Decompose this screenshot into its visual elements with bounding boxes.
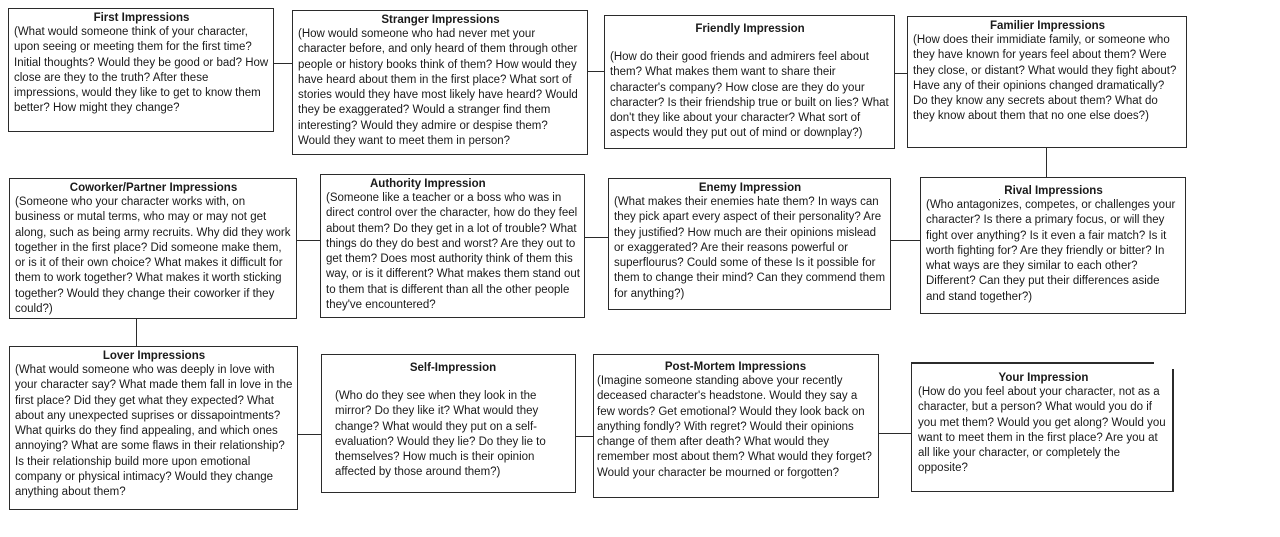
box-enemy-impression [608,178,891,310]
box-friendly-impression [604,15,895,149]
box-title: Lover Impressions [102,350,206,362]
your-box-top-edge [911,362,1154,364]
box-title: Stranger Impressions [381,14,500,26]
box-body: (How would someone who had never met your character before, and only heard of them through other people or history books think of them? How would they have heard about them in the first place? What sort of stories would they have most likely have heard? Would they be exaggerated? Would a stranger find them interesting? Would they admire or despise them? Would they want to meet them in person? [298,28,578,148]
box-title: Authority Impression [370,178,486,190]
box-body: (How do their good friends and admirers feel about them? What makes them want to share their character's company? How close are they do your character? Is their friendship true or built on lies? What don't they like about your character? What sort of aspects would they put out of mind or downplay?) [610,51,889,140]
connector-rival-enemy [890,240,920,241]
your-box-right-edge [1172,369,1174,492]
box-body: (Who do they see when they look in the mirror? Do they like it? What would they change? What would they put on a self-evaluation? Would they lie? Do they lie to themselves? How much is their opinion affected by those around them?) [335,390,546,479]
box-body: (What makes their enemies hate them? In ways can they pick apart every aspect of their personality? Are they justified? How much are their opinions mislead or exaggerated? Are their reasons powerful or superflourus? Could some of these Is it possible for them to change their mind? Can they commend them for anything?) [614,196,886,300]
box-body: (What would someone who was deeply in love with your character say? What made them fall in love in the first place? Did they get what they expected? What about any unexpected suprises or dissapointments? What quirks do they find appealing, and which ones annoying? What are some flaws in their relationship? Is their relationship build more upon emotional company or physical intimacy? Would they change anything about them? [15,364,293,499]
box-title: Coworker/Partner Impressions [69,182,238,194]
box-body: (Someone who your character works with, on business or mutal terms, who may or may not get along, such as being army recruits. Why did they work together in the first place? Did someone make them, or is it of their own choice? What makes it difficult for them to work together? What makes it worth sticking together? Would they change their coworker if they could?) [15,196,291,316]
box-title: Rival Impressions [1004,185,1103,197]
box-self-impression [321,354,576,493]
box-title: First Impressions [93,12,190,24]
connector-self-postmortem [575,436,594,437]
connector-lover-self [297,434,322,435]
box-first-impressions [8,8,274,132]
box-body: (How do you feel about your character, not as a character, but a person? What would you do if you met them? Would you get along? Would you want to meet them in the first place? Are you at all like your character, or completely the opposite? [918,386,1166,475]
connector-familiar-rival [1046,147,1047,177]
box-title: Enemy Impression [698,182,802,194]
box-title: Self-Impression [409,362,497,374]
connector-first-stranger [273,63,293,64]
box-title: Friendly Impression [695,23,805,35]
box-body: (What would someone think of your character, upon seeing or meeting them for the first time? Initial thoughts? Would they be good or bad? How close are they to the truth? After these impressions, would they like to get to know them better? How might they change? [14,26,269,115]
box-postmortem-impressions [593,354,879,498]
box-rival-impressions [920,177,1186,314]
box-body: (Imagine someone standing above your recently deceased character's headstone. Would they say a few words? Get emotional? Would they look back on anything fondly? With regret? Would their opinions change of them after death? What would they remember most about them? What would they forget? Would your character be mourned or forgotten? [597,375,872,479]
connector-authority-coworker [296,240,320,241]
box-title: Post-Mortem Impressions [664,361,807,373]
box-body: (How does their immidiate family, or someone who they have known for years feel about them? Were they close, or distant? What would they fight about? Have any of their opinions changed dramatically? Do they know any secrets about them? What do they know about them that no one else does?) [913,34,1177,123]
box-lover-impressions [9,346,298,510]
box-coworker-impressions [9,178,297,319]
box-title: Familier Impressions [989,20,1106,32]
connector-postmortem-your [878,433,912,434]
box-title: Your Impression [998,372,1089,384]
box-familiar-impressions [907,16,1187,148]
connector-enemy-authority [584,237,608,238]
connector-friendly-familiar [894,73,908,74]
box-body: (Someone like a teacher or a boss who was in direct control over the character, how do they feel about them? Do they get in a lot of trouble? What things do they do best and worst? Are they out to get them? Does most authority think of them this way, or is it different? What makes them stand out to them that is different than all the other people they've encountered? [326,192,580,312]
box-authority-impression [320,174,585,318]
box-your-impression [911,362,1173,492]
box-stranger-impressions [292,10,588,155]
connector-coworker-lover [136,318,137,346]
connector-stranger-friendly [587,71,605,72]
box-body: (Who antagonizes, competes, or challenges your character? Is there a primary focus, or will they fight over anything? Is it even a fair match? Is it worth fighting for? Are they friendly or bitter? In what ways are they similar to each other? Different? Can they put their differences aside and stand together?) [926,199,1176,303]
